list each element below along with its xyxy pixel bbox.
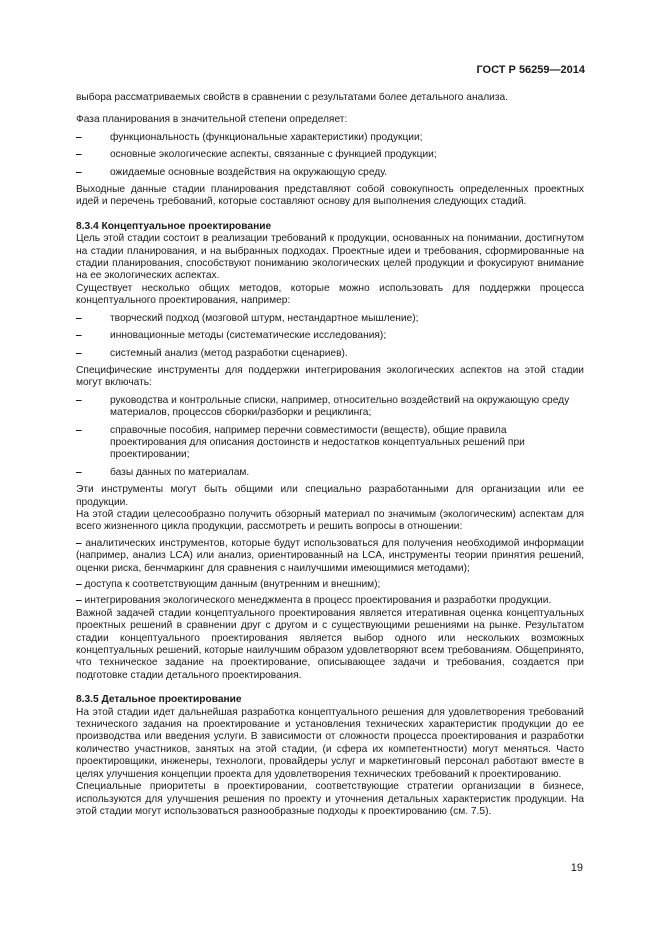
paragraph-834a: Цель этой стадии состоит в реализации требований к продукции, основанных на понимании, достигнутом на стадии планирования, и на выбранных подходах. Проектные идеи и требования, сформированные на стадии планирования, способствуют пониманию экологических целей продукции и фокусируют внимание на ее экологических аспектах. <box>76 233 584 282</box>
list-item: ‒ основные экологические аспекты, связанные с функцией продукции; <box>76 149 437 161</box>
list-item: ‒ доступа к соответствующим данным (внутренним и внешним); <box>76 579 381 590</box>
paragraph-835a: На этой стадии идет дальнейшая разработка концептуального решения для удовлетворения требований технического задания на проектирование и установления технических характеристик продукции до ее производства или введения услуги. В зависимости от сложности процесса проектирования и разработки количество участников, занятых на этой стадии, (и сфера их компетентности) могут меняться. Часто проектировщики, инженеры, технологи, провайдеры услуг и маркетинговый персонал работают вместе в целях улучшения концепции проекта для удовлетворения технических требований к проектированию. <box>76 706 584 780</box>
list-item: ‒ базы данных по материалам. <box>76 466 250 478</box>
dash-bullet: ‒ <box>76 347 82 359</box>
paragraph-planning-phase: Фаза планирования в значительной степени определяет: <box>76 114 348 126</box>
page-number: 19 <box>570 862 583 874</box>
dash-bullet: ‒ <box>76 537 82 549</box>
list-item: ‒ инновационные методы (систематические исследования); <box>76 330 387 342</box>
list-item: ‒ творческий подход (мозговой штурм, нестандартное мышление); <box>76 312 419 324</box>
dash-bullet: ‒ <box>76 330 82 342</box>
planning-list <box>76 132 584 179</box>
dash-bullet: ‒ <box>76 394 82 406</box>
paragraph-835b: Специальные приоритеты в проектировании, соответствующие стратегии организации в бизнесе, используются для улучшения решения по проекту и уточнения детальных характеристик продукции. На этой стадии могут использоваться разнообразные подходы к проектированию (см. 7.5). <box>76 781 584 817</box>
list-item: ‒ руководства и контрольные списки, например, относительно воздействий на окружающую среду материалов, процессов сборки/разборки и рециклинга; <box>76 394 570 419</box>
dash-bullet: ‒ <box>76 131 82 143</box>
section-heading-8-3-4: 8.3.4 Концептуальное проектирование <box>76 220 272 232</box>
page-body <box>76 92 584 818</box>
document-header: ГОСТ Р 56259—2014 <box>476 64 585 76</box>
paragraph-834c: Специфические инструменты для поддержки интегрирования экологических аспектов на этой стадии могут включать: <box>76 364 584 389</box>
paragraph-834e: На этой стадии целесообразно получить обзорный материал по значимым (экологическим) аспектам для всего жизненного цикла продукции, рассмотреть и решить вопросы в отношении: <box>76 508 584 533</box>
dash-bullet: ‒ <box>76 595 82 607</box>
dash-bullet: ‒ <box>76 166 82 178</box>
dash-bullet: ‒ <box>76 466 82 478</box>
section-heading-8-3-5: 8.3.5 Детальное проектирование <box>76 694 242 706</box>
tools-list <box>76 395 584 479</box>
list-item: ‒ системный анализ (метод разработки сценариев). <box>76 347 348 359</box>
dash-bullet: ‒ <box>76 424 82 436</box>
paragraph-834f: Важной задачей стадии концептуального проектирования является итеративная оценка концептуальных проектных решений в сравнении друг с другом и с существующими решениями на рынке. Результатом стадии концептуального проектирования является выбор одного или нескольких возможных концептуальных решений, которые наилучшим образом удовлетворяют всем требованиям. Общепринято, что техническое задание на проектирование, описывающее задачи и требования, создается при подготовке стадии детального проектирования. <box>76 607 584 681</box>
paragraph-834b: Существует несколько общих методов, которые можно использовать для поддержки процесса концептуального проектирования, например: <box>76 282 584 307</box>
list-item: ‒ функциональность (функциональные характеристики) продукции; <box>76 131 423 143</box>
dash-bullet: ‒ <box>76 149 82 161</box>
list-item: ‒ аналитических инструментов, которые будут использоваться для получения необходимой информации (например, анализ LCA) или анализ, ориентированный на LCA, инструменты теории принятия решений, оценки риска, бенчмаркинг для сравнения с наилучшими имеющимися методами); <box>76 537 584 574</box>
paragraph-834d: Эти инструменты могут быть общими или специально разработанными для организации или ее продукции. <box>76 484 584 508</box>
methods-list <box>76 313 584 360</box>
paragraph-intro: выбора рассматриваемых свойств в сравнении с результатами более детального анализа. <box>76 92 509 103</box>
questions-list <box>76 538 584 608</box>
paragraph-output: Выходные данные стадии планирования представляют собой совокупность определенных проектных идей и перечень требований, которые составляют основу для выполнения следующих стадий. <box>76 184 584 208</box>
dash-bullet: ‒ <box>76 312 82 324</box>
list-item: ‒ справочные пособия, например перечни совместимости (веществ), общие правила проектирования для описания достоинств и недостатков концептуальных решений при проектировании; <box>76 424 525 461</box>
list-item: ‒ интегрирования экологического менеджмента в процесс проектирования и разработки продукции. <box>76 595 552 607</box>
dash-bullet: ‒ <box>76 579 82 590</box>
list-item: ‒ ожидаемые основные воздействия на окружающую среду. <box>76 166 388 178</box>
